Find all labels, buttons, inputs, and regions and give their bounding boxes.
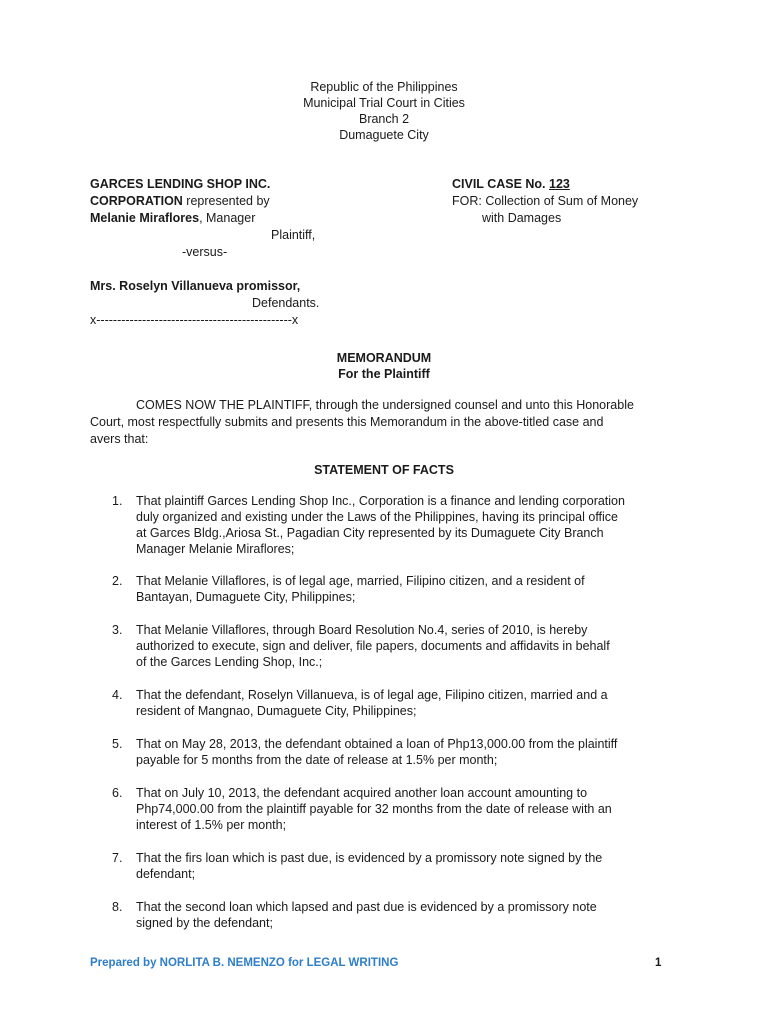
intro-line3: avers that: bbox=[90, 432, 149, 446]
list-item-number: 1. bbox=[112, 494, 123, 508]
list-item bbox=[90, 573, 690, 605]
list-item bbox=[90, 687, 690, 719]
header-line-city: Dumaguete City bbox=[339, 128, 429, 142]
list-item-line: That the second loan which lapsed and past due is evidenced by a promissory note bbox=[136, 900, 597, 914]
manager-line bbox=[90, 210, 430, 227]
intro-line1: COMES NOW THE PLAINTIFF, through the undersigned counsel and unto this Honorable bbox=[136, 398, 634, 412]
list-item-line: of the Garces Lending Shop, Inc.; bbox=[136, 655, 323, 669]
list-item bbox=[90, 850, 690, 882]
caption-spacer bbox=[90, 261, 430, 278]
for-text: Collection of Sum of Money bbox=[481, 194, 639, 208]
list-item-line: That plaintiff Garces Lending Shop Inc., Corporation is a finance and lending corporation bbox=[136, 494, 625, 508]
case-for-line bbox=[452, 193, 732, 210]
list-item bbox=[90, 899, 690, 931]
list-item-line: duly organized and existing under the Laws of the Philippines, having its principal office bbox=[136, 510, 619, 524]
list-item-number: 7. bbox=[112, 851, 123, 865]
case-number-line bbox=[452, 176, 732, 193]
list-item-line: That on July 10, 2013, the defendant acquired another loan account amounting to bbox=[136, 786, 588, 800]
list-item-number: 6. bbox=[112, 786, 123, 800]
list-item bbox=[90, 785, 690, 833]
list-item-line: That Melanie Villaflores, through Board Resolution No.4, series of 2010, is hereby bbox=[136, 623, 588, 637]
title-main: MEMORANDUM bbox=[336, 351, 432, 365]
list-item-line: That the defendant, Roselyn Villanueva, is of legal age, Filipino citizen, married and a bbox=[136, 688, 608, 702]
list-item-number: 8. bbox=[112, 900, 123, 914]
versus-label: -versus- bbox=[182, 245, 228, 259]
case-caption-details bbox=[452, 176, 732, 227]
list-item-line: authorized to execute, sign and deliver, file papers, documents and affidavits in behalf bbox=[136, 639, 610, 653]
list-item-line: interest of 1.5% per month; bbox=[136, 818, 287, 832]
header-line-branch: Branch 2 bbox=[358, 112, 410, 126]
header-line-court: Municipal Trial Court in Cities bbox=[303, 96, 465, 110]
footer-credit: Prepared by NORLITA B. NEMENZO for LEGAL WRITING bbox=[90, 957, 399, 969]
title-sub: For the Plaintiff bbox=[338, 367, 430, 381]
defendant-name: Mrs. Roselyn Villanueva promissor, bbox=[90, 279, 301, 293]
plaintiff-name-line2 bbox=[90, 193, 430, 210]
list-item bbox=[90, 736, 690, 768]
list-item-line: signed by the defendant; bbox=[136, 916, 273, 930]
plaintiff-name-line1: GARCES LENDING SHOP INC. bbox=[90, 177, 271, 191]
manager-name: Melanie Miraflores bbox=[90, 211, 200, 225]
list-item-line: Manager Melanie Miraflores; bbox=[136, 542, 295, 556]
list-item-line: Php74,000.00 from the plaintiff payable for 32 months from the date of release with an bbox=[136, 802, 612, 816]
defendants-label: Defendants. bbox=[252, 296, 320, 310]
list-item bbox=[90, 622, 690, 670]
plaintiff-label: Plaintiff, bbox=[271, 228, 316, 242]
case-number: 123 bbox=[549, 177, 570, 191]
document-title bbox=[0, 350, 768, 382]
case-label: CIVIL CASE No. bbox=[452, 177, 550, 191]
list-item bbox=[90, 493, 690, 557]
list-item-number: 5. bbox=[112, 737, 123, 751]
plaintiff-corporation: CORPORATION bbox=[90, 194, 183, 208]
page-number: 1 bbox=[655, 957, 662, 969]
list-item-line: That Melanie Villaflores, is of legal age, married, Filipino citizen, and a resident of bbox=[136, 574, 585, 588]
facts-list bbox=[90, 493, 690, 931]
list-item-line: That the firs loan which is past due, is evidenced by a promissory note signed by the bbox=[136, 851, 603, 865]
list-item-line: defendant; bbox=[136, 867, 196, 881]
for-text-continued: with Damages bbox=[482, 211, 562, 225]
list-item-line: That on May 28, 2013, the defendant obtained a loan of Php13,000.00 from the plaintiff bbox=[136, 737, 618, 751]
caption-separator: x-----------------------------------------------x bbox=[90, 313, 299, 327]
case-caption-parties bbox=[90, 176, 430, 329]
intro-paragraph bbox=[90, 397, 690, 448]
list-item-line: Bantayan, Dumaguete City, Philippines; bbox=[136, 590, 356, 604]
header-line-republic: Republic of the Philippines bbox=[310, 80, 458, 94]
intro-line2: Court, most respectfully submits and presents this Memorandum in the above-titled case and bbox=[90, 415, 604, 429]
list-item-line: at Garces Bldg.,Ariosa St., Pagadian City represented by its Dumaguete City Branch bbox=[136, 526, 604, 540]
list-item-line: payable for 5 months from the date of release at 1.5% per month; bbox=[136, 753, 498, 767]
manager-title: , Manager bbox=[199, 211, 256, 225]
for-label: FOR: bbox=[452, 194, 482, 208]
facts-heading: STATEMENT OF FACTS bbox=[314, 463, 454, 477]
court-header bbox=[0, 79, 768, 143]
list-item-number: 4. bbox=[112, 688, 123, 702]
list-item-number: 2. bbox=[112, 574, 123, 588]
list-item-number: 3. bbox=[112, 623, 123, 637]
represented-by-text: represented by bbox=[182, 194, 270, 208]
list-item-line: resident of Mangnao, Dumaguete City, Philippines; bbox=[136, 704, 417, 718]
